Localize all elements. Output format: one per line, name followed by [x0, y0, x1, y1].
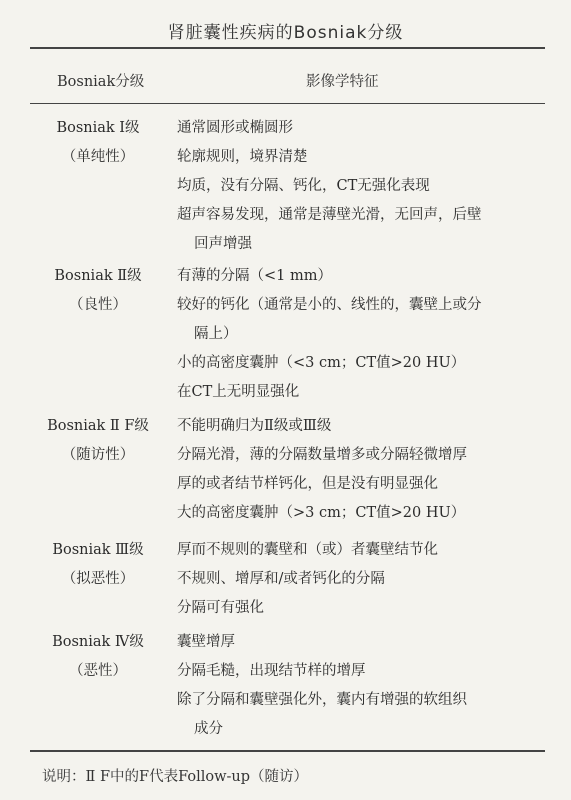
feature-line: 厚而不规则的囊壁和（或）者囊壁结节化 — [177, 542, 438, 558]
grade-category: （随访性） — [61, 447, 135, 463]
feature-line: 分隔光滑，薄的分隔数量增多或分隔轻微增厚 — [177, 447, 467, 463]
feature-line: 较好的钙化（通常是小的、线性的，囊壁上或分 — [177, 297, 482, 313]
bottom-rule — [30, 750, 545, 752]
grade-label: Bosniak Ⅳ级 — [52, 634, 144, 650]
feature-line: 通常圆形或椭圆形 — [177, 120, 293, 136]
top-rule — [30, 47, 545, 49]
grade-cell — [33, 412, 163, 470]
header-rule — [30, 103, 545, 104]
feature-line: 成分 — [194, 721, 223, 737]
feature-line: 厚的或者结节样钙化，但是没有明显强化 — [177, 476, 438, 492]
feature-line: 隔上） — [194, 326, 238, 342]
features-cell — [177, 412, 539, 528]
feature-line: 轮廓规则，境界清楚 — [177, 149, 308, 165]
features-cell — [177, 114, 539, 259]
feature-line: 不能明确归为Ⅱ级或Ⅲ级 — [177, 418, 332, 434]
feature-line: 有薄的分隔（<1 mm） — [177, 268, 332, 284]
feature-line: 分隔可有强化 — [177, 600, 264, 616]
grade-category: （单纯性） — [61, 149, 135, 165]
grade-label: Bosniak Ⅱ F级 — [47, 418, 149, 434]
feature-line: 超声容易发现，通常是薄壁光滑，无回声，后壁 — [177, 207, 482, 223]
feature-line: 小的高密度囊肿（<3 cm；CT值>20 HU） — [177, 355, 466, 371]
features-cell — [177, 628, 539, 744]
grade-category: （恶性） — [69, 663, 127, 679]
feature-line: 囊壁增厚 — [177, 634, 235, 650]
features-cell — [177, 262, 539, 407]
grade-category: （拟恶性） — [61, 571, 135, 587]
feature-line: 分隔毛糙，出现结节样的增厚 — [177, 663, 366, 679]
features-cell — [177, 536, 539, 623]
feature-line: 在CT上无明显强化 — [177, 384, 300, 400]
feature-line: 回声增强 — [194, 236, 252, 252]
feature-line: 除了分隔和囊壁强化外，囊内有增强的软组织 — [177, 692, 467, 708]
header-grade: Bosniak分级 — [57, 74, 145, 90]
footnote: 说明：Ⅱ F中的F代表Follow-up（随访） — [42, 769, 309, 785]
grade-cell — [33, 628, 163, 686]
grade-cell — [33, 262, 163, 320]
table-title: 肾脏囊性疾病的Bosniak分级 — [167, 23, 404, 43]
grade-label: Bosniak Ⅰ级 — [56, 120, 140, 136]
feature-line: 大的高密度囊肿（>3 cm；CT值>20 HU） — [177, 505, 466, 521]
header-features: 影像学特征 — [306, 74, 379, 90]
grade-cell — [33, 536, 163, 594]
grade-category: （良性） — [69, 297, 127, 313]
grade-label: Bosniak Ⅱ级 — [54, 268, 142, 284]
feature-line: 不规则、增厚和/或者钙化的分隔 — [177, 571, 385, 587]
grade-label: Bosniak Ⅲ级 — [52, 542, 144, 558]
feature-line: 均质，没有分隔、钙化，CT无强化表现 — [177, 178, 430, 194]
grade-cell — [33, 114, 163, 172]
